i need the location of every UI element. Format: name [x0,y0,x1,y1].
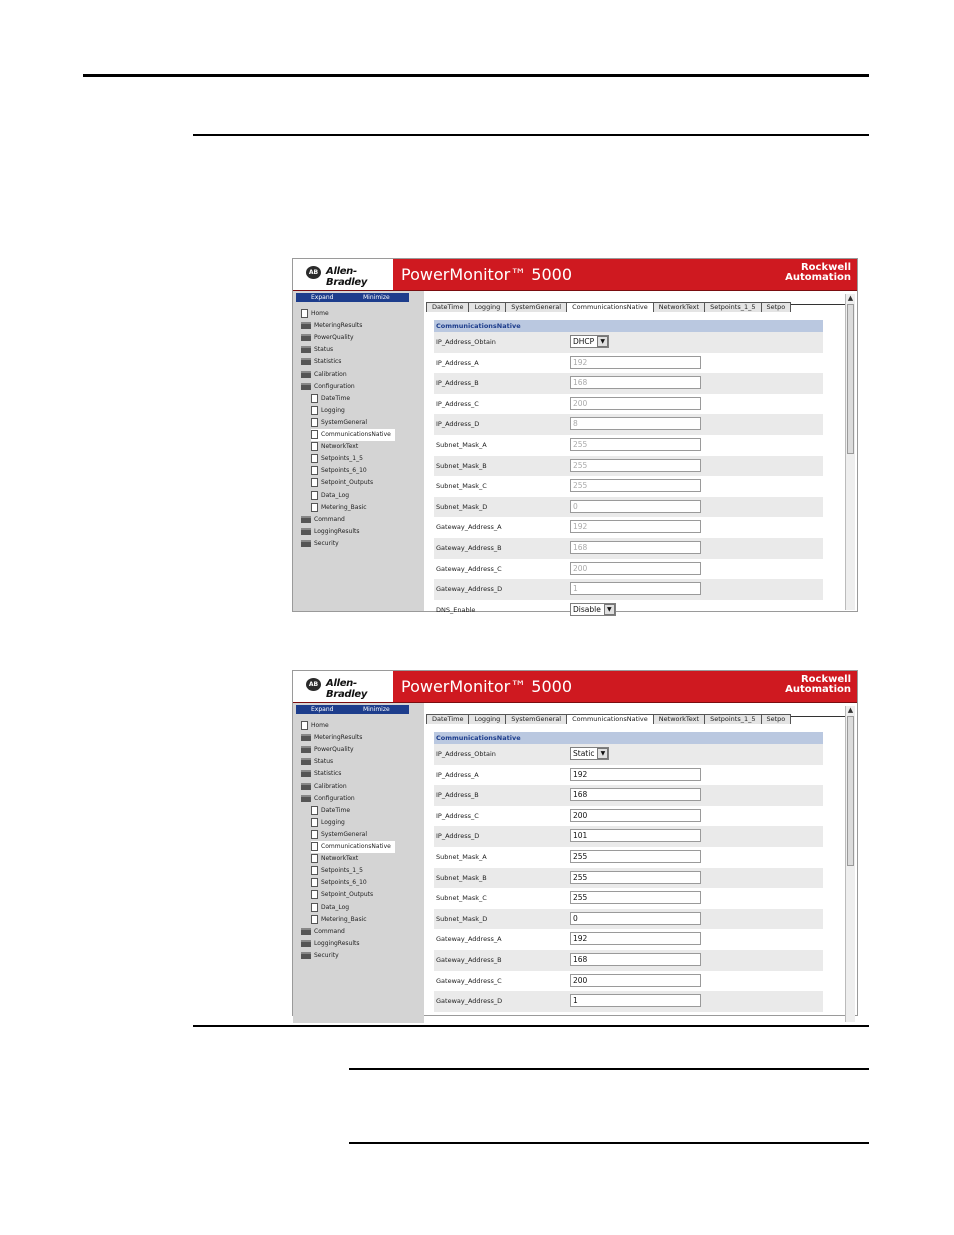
tab-networktext[interactable]: NetworkText [653,302,705,312]
gateway-address-d-input[interactable]: 1 [570,582,701,595]
nav-item-communicationsnative[interactable] [311,841,395,853]
folder-icon [301,783,311,790]
tab-setpo[interactable]: Setpo [761,302,792,312]
section-title: CommunicationsNative [434,732,823,744]
rockwell-line2: Automation [785,684,851,695]
nav-item-label: Logging [321,406,345,414]
form-fields [434,765,823,1012]
nav-item-setpoint-outputs[interactable] [311,477,373,489]
chevron-down-icon[interactable]: ▼ [597,336,608,347]
folder-icon [301,322,311,329]
folder-icon [301,346,311,353]
form-row [434,538,823,559]
rockwell-logo [785,675,851,695]
folder-icon [301,795,311,802]
section-bottom-rule [193,1025,869,1027]
gateway-address-c-input[interactable]: 200 [570,974,701,987]
brand-name: Allen-Bradley [326,678,368,700]
field-label: IP_Address_C [436,811,479,820]
nav-item-datetime[interactable] [311,393,350,405]
tab-setpoints-1-5[interactable]: Setpoints_1_5 [704,714,761,724]
subnet-mask-c-input[interactable]: 255 [570,479,701,492]
tab-communicationsnative[interactable]: CommunicationsNative [566,714,654,724]
rockwell-line2: Automation [785,272,851,283]
field-label: IP_Address_B [436,379,479,388]
ip-obtain-select[interactable] [570,335,609,348]
field-label: IP_Address_Obtain [436,750,496,758]
nav-item-label: Setpoints_6_10 [321,467,367,475]
form-row [434,971,823,992]
form-row [434,765,823,786]
nav-item-label: Setpoints_1_5 [321,455,363,463]
nav-item-setpoint-outputs[interactable] [311,889,373,901]
subnet-mask-d-input[interactable]: 0 [570,500,701,513]
tab-datetime[interactable]: DateTime [426,302,469,312]
header-bar [293,259,857,291]
nav-item-label: Metering_Basic [321,503,367,511]
field-label: Gateway_Address_C [436,976,502,985]
field-label: Gateway_Address_B [436,543,502,552]
allen-bradley-logo [293,259,393,290]
nav-item-label: Statistics [314,358,342,366]
nav-item-logging[interactable] [311,817,345,829]
field-label: Subnet_Mask_A [436,440,487,449]
form-row [434,888,823,909]
field-label: Subnet_Mask_B [436,873,487,882]
page-icon [311,503,318,512]
nav-item-label: NetworkText [321,443,359,451]
nav-item-meteringresults[interactable] [301,732,362,744]
form-row [434,929,823,950]
nav-item-label: Setpoint_Outputs [321,891,374,899]
nav-item-systemgeneral[interactable] [311,417,367,429]
nav-item-label: Setpoints_6_10 [321,879,367,887]
page-top-rule [83,74,869,77]
nav-item-setpoints-6-10[interactable] [311,877,367,889]
nav-item-label: SystemGeneral [321,830,368,838]
nav-item-loggingresults[interactable] [301,938,359,950]
folder-icon [301,758,311,765]
field-label: Subnet_Mask_D [436,502,488,511]
select-value: DHCP [573,337,595,346]
chevron-down-icon[interactable]: ▼ [604,604,615,615]
form-row [434,394,823,415]
folder-icon [301,371,311,378]
page-icon [301,309,308,318]
section-top-rule [193,134,869,136]
field-label: Subnet_Mask_D [436,914,488,923]
nav-item-powerquality[interactable] [301,332,354,344]
page-icon [311,491,318,500]
nav-item-label: Configuration [314,382,355,390]
page-icon [311,478,318,487]
nav-item-command[interactable] [301,514,345,526]
header-bar [293,671,857,703]
form-row [434,353,823,374]
nav-item-label: DateTime [321,394,351,402]
nav-item-label: NetworkText [321,855,359,863]
nav-item-label: Security [314,951,339,959]
nav-item-meteringresults[interactable] [301,320,362,332]
field-label: Gateway_Address_D [436,997,503,1006]
nav-item-loggingresults[interactable] [301,526,359,538]
nav-item-label: Setpoint_Outputs [321,479,374,487]
page-icon [311,842,318,851]
chevron-down-icon[interactable]: ▼ [597,748,608,759]
form-row [434,373,823,394]
nav-item-label: Calibration [314,370,347,378]
page-icon [311,394,318,403]
ip-address-d-input[interactable]: 101 [570,829,701,842]
ip-address-a-input[interactable]: 192 [570,768,701,781]
nav-item-label: PowerQuality [314,746,354,754]
nav-item-home[interactable] [301,720,329,732]
field-label: DNS_Enable [436,605,476,614]
form-panel [434,732,823,1012]
nav-item-communicationsnative[interactable] [311,429,395,441]
form-row-obtain [434,744,823,765]
field-label: IP_Address_B [436,791,479,800]
nav-item-label: Metering_Basic [321,915,367,923]
page-icon [311,866,318,875]
ip-address-c-input[interactable]: 200 [570,809,701,822]
field-label: Gateway_Address_A [436,935,502,944]
scroll-up-icon[interactable]: ▲ [847,706,854,714]
expand-button[interactable]: Expand [311,294,334,301]
form-row [434,517,823,538]
form-row [434,579,823,600]
page-icon [311,466,318,475]
subnet-mask-d-input[interactable]: 0 [570,912,701,925]
nav-item-metering-basic[interactable] [311,502,367,514]
tab-strip [426,706,850,723]
nav-item-label: Data_Log [321,491,350,499]
nav-item-home[interactable] [301,308,329,320]
form-row [434,456,823,477]
page-icon [311,406,318,415]
nav-item-label: Status [314,758,334,766]
form-row [434,950,823,971]
gateway-address-b-input[interactable]: 168 [570,953,701,966]
nav-item-setpoints-6-10[interactable] [311,465,367,477]
tab-systemgeneral[interactable]: SystemGeneral [505,302,567,312]
screenshot-static [292,670,858,1016]
subnet-mask-b-input[interactable]: 255 [570,871,701,884]
page-icon [311,878,318,887]
tab-logging[interactable]: Logging [468,302,506,312]
nav-item-label: Configuration [314,794,355,802]
screenshot-dhcp [292,258,858,612]
gateway-address-a-input[interactable]: 192 [570,932,701,945]
nav-item-calibration[interactable] [301,369,347,381]
page-icon [311,903,318,912]
form-row [434,847,823,868]
gateway-address-c-input[interactable]: 200 [570,562,701,575]
page-icon [311,915,318,924]
nav-item-security[interactable] [301,538,339,550]
nav-item-label: Setpoints_1_5 [321,867,363,875]
app-title: PowerMonitor™ 5000 [401,677,572,696]
form-row [434,868,823,889]
nav-item-label: DateTime [321,806,351,814]
field-label: Subnet_Mask_B [436,461,487,470]
nav-item-logging[interactable] [311,405,345,417]
nav-item-networktext[interactable] [311,853,358,865]
select-value: Static [573,749,595,758]
nav-item-label: Home [311,310,329,317]
rockwell-logo [785,263,851,283]
form-row [434,435,823,456]
sidebar-controls [296,293,409,302]
form-row [434,826,823,847]
allen-bradley-logo [293,671,393,702]
nav-item-label: SystemGeneral [321,418,368,426]
nav-item-setpoints-1-5[interactable] [311,865,363,877]
tab-logging[interactable]: Logging [468,714,506,724]
scroll-thumb[interactable] [847,716,854,866]
vertical-scrollbar[interactable] [845,706,855,1022]
expand-button[interactable]: Expand [311,706,334,713]
page-icon [311,830,318,839]
form-row-obtain [434,332,823,353]
subnet-mask-b-input[interactable]: 255 [570,459,701,472]
nav-item-configuration[interactable] [301,381,355,393]
nav-item-label: Data_Log [321,903,350,911]
vertical-scrollbar[interactable] [845,294,855,610]
gateway-address-a-input[interactable]: 192 [570,520,701,533]
form-row-dns [434,600,823,621]
folder-icon [301,528,311,535]
folder-icon [301,952,311,959]
subnet-mask-c-input[interactable]: 255 [570,891,701,904]
form-row [434,559,823,580]
folder-icon [301,928,311,935]
field-label: Gateway_Address_D [436,585,503,594]
nav-item-label: Home [311,722,329,729]
nav-item-metering-basic[interactable] [311,914,367,926]
form-row [434,991,823,1012]
folder-icon [301,746,311,753]
nav-item-setpoints-1-5[interactable] [311,453,363,465]
nav-item-status[interactable] [301,756,333,768]
tab-setpoints-1-5[interactable]: Setpoints_1_5 [704,302,761,312]
form-row [434,476,823,497]
nav-item-label: LoggingResults [314,527,360,535]
form-fields [434,353,823,600]
gateway-address-d-input[interactable]: 1 [570,994,701,1007]
minimize-button[interactable]: Minimize [363,294,390,301]
tab-communicationsnative[interactable]: CommunicationsNative [566,302,654,312]
nav-item-configuration[interactable] [301,793,355,805]
nav-item-statistics[interactable] [301,768,341,780]
ip-obtain-select[interactable] [570,747,609,760]
nav-item-label: Command [314,515,345,523]
form-row [434,497,823,518]
minimize-button[interactable]: Minimize [363,706,390,713]
nav-item-label: PowerQuality [314,334,354,342]
note-bottom-rule [349,1142,869,1144]
folder-icon [301,383,311,390]
folder-icon [301,940,311,947]
tab-systemgeneral[interactable]: SystemGeneral [505,714,567,724]
nav-item-label: Security [314,539,339,547]
ip-address-b-input[interactable]: 168 [570,788,701,801]
form-panel [434,320,823,620]
page-icon [311,454,318,463]
nav-item-datetime[interactable] [311,805,350,817]
nav-item-label: CommunicationsNative [321,843,391,850]
page-icon [311,818,318,827]
nav-item-label: MeteringResults [314,734,363,742]
nav-item-systemgeneral[interactable] [311,829,367,841]
field-label: IP_Address_D [436,420,480,429]
ab-badge-icon: AB [306,678,321,691]
field-label: Subnet_Mask_C [436,894,487,903]
field-label: IP_Address_D [436,832,480,841]
field-label: IP_Address_A [436,770,479,779]
ab-badge-icon: AB [306,266,321,279]
nav-item-label: Statistics [314,770,342,778]
field-label: IP_Address_C [436,399,479,408]
field-label: IP_Address_Obtain [436,338,496,346]
dns-enable-select[interactable] [570,603,616,616]
nav-item-statistics[interactable] [301,356,341,368]
gateway-address-b-input[interactable]: 168 [570,541,701,554]
nav-item-security[interactable] [301,950,339,962]
select-value: Disable [573,604,601,614]
folder-icon [301,540,311,547]
sidebar [293,291,424,611]
field-label: Gateway_Address_C [436,564,502,573]
folder-icon [301,358,311,365]
app-title: PowerMonitor™ 5000 [401,265,572,284]
nav-item-data-log[interactable] [311,902,349,914]
folder-icon [301,770,311,777]
nav-item-status[interactable] [301,344,333,356]
sidebar [293,703,424,1023]
scroll-thumb[interactable] [847,304,854,454]
nav-item-powerquality[interactable] [301,744,354,756]
page-icon [311,430,318,439]
form-row [434,806,823,827]
folder-icon [301,516,311,523]
form-row [434,414,823,435]
page-icon [311,854,318,863]
nav-item-label: Status [314,346,334,354]
nav-item-label: CommunicationsNative [321,431,391,438]
nav-item-networktext[interactable] [311,441,358,453]
nav-item-label: Logging [321,818,345,826]
field-label: IP_Address_A [436,358,479,367]
form-row [434,785,823,806]
ip-address-d-input[interactable]: 8 [570,417,701,430]
page-icon [311,418,318,427]
section-title: CommunicationsNative [434,320,823,332]
nav-item-data-log[interactable] [311,490,349,502]
nav-item-label: Command [314,927,345,935]
folder-icon [301,334,311,341]
nav-item-label: LoggingResults [314,939,360,947]
rockwell-line1: Rockwell [800,262,851,273]
ip-address-b-input[interactable]: 168 [570,376,701,389]
nav-item-calibration[interactable] [301,781,347,793]
rockwell-line1: Rockwell [800,674,851,685]
folder-icon [301,734,311,741]
tab-setpo[interactable]: Setpo [761,714,792,724]
field-label: Subnet_Mask_A [436,852,487,861]
nav-item-label: Calibration [314,782,347,790]
scroll-up-icon[interactable]: ▲ [847,294,854,302]
note-top-rule [349,1068,869,1070]
tab-networktext[interactable]: NetworkText [653,714,705,724]
ip-address-c-input[interactable]: 200 [570,397,701,410]
subnet-mask-a-input[interactable]: 255 [570,850,701,863]
tab-strip [426,294,850,311]
page-icon [301,721,308,730]
nav-item-label: MeteringResults [314,322,363,330]
subnet-mask-a-input[interactable]: 255 [570,438,701,451]
field-label: Subnet_Mask_C [436,482,487,491]
field-label: Gateway_Address_B [436,955,502,964]
ip-address-a-input[interactable]: 192 [570,356,701,369]
page-icon [311,806,318,815]
page-icon [311,890,318,899]
sidebar-controls [296,705,409,714]
nav-item-command[interactable] [301,926,345,938]
brand-name: Allen-Bradley [326,266,368,288]
page-icon [311,442,318,451]
field-label: Gateway_Address_A [436,523,502,532]
form-row [434,909,823,930]
tab-datetime[interactable]: DateTime [426,714,469,724]
